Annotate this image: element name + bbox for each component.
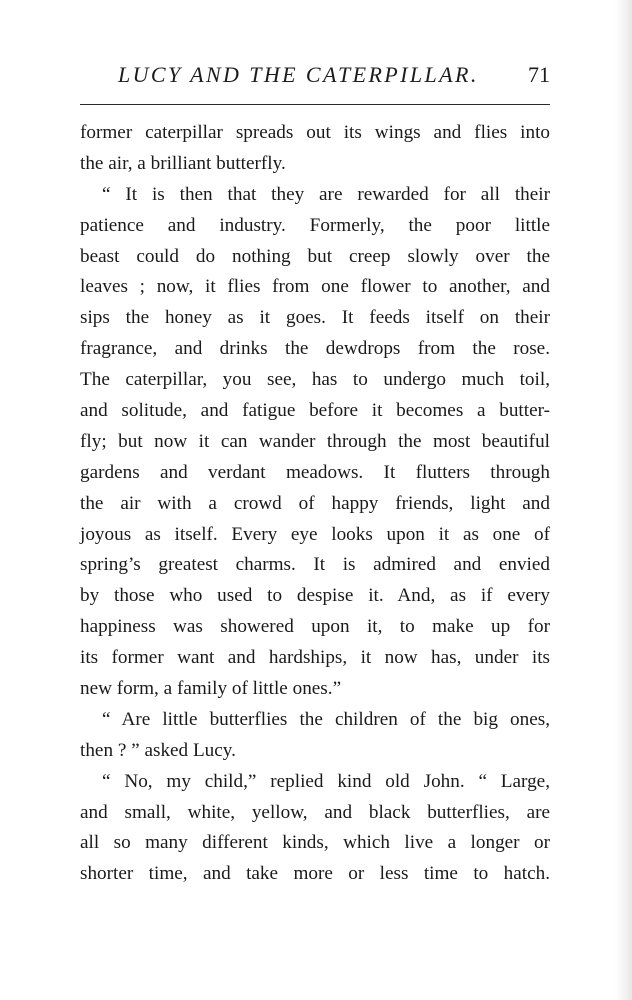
text-line: patience and industry. Formerly, the poor little <box>80 214 550 236</box>
text-line: “ It is then that they are rewarded for all their <box>102 183 550 205</box>
text-line: new form, a family of little ones.” <box>80 678 342 700</box>
text-line: happiness was showered upon it, to make up for <box>80 616 550 638</box>
text-line: all so many different kinds, which live a longer or <box>80 832 550 854</box>
running-title: LUCY AND THE CATERPILLAR. <box>118 62 479 87</box>
page-header <box>80 60 550 100</box>
text-line: fly; but now it can wander through the most beautiful <box>80 430 550 452</box>
text-line: and small, white, yellow, and black butterflies, are <box>80 801 550 823</box>
text-line: and solitude, and fatigue before it becomes a butter- <box>80 400 550 422</box>
text-line: its former want and hardships, it now has, under its <box>80 647 550 669</box>
text-line: “ Are little butterflies the children of the big ones, <box>102 708 550 730</box>
text-line: joyous as itself. Every eye looks upon it as one of <box>80 523 550 545</box>
text-line: “ No, my child,” replied kind old John. “ Large, <box>102 770 550 792</box>
text-line: beast could do nothing but creep slowly over the <box>80 245 550 267</box>
text-line: spring’s greatest charms. It is admired and envied <box>80 554 550 576</box>
page-edge-shadow <box>614 0 632 1000</box>
header-rule <box>80 104 550 105</box>
text-line: former caterpillar spreads out its wings and flies into <box>80 122 550 143</box>
page-number: 71 <box>528 62 550 87</box>
text-line: the air with a crowd of happy friends, light and <box>80 492 550 514</box>
body-text <box>80 118 550 890</box>
text-line: the air, a brilliant butterfly. <box>80 152 286 174</box>
text-line: The caterpillar, you see, has to undergo much toil, <box>80 369 550 391</box>
text-line: fragrance, and drinks the dewdrops from the rose. <box>80 338 550 360</box>
text-line: by those who used to despise it. And, as if every <box>80 585 550 607</box>
text-line: sips the honey as it goes. It feeds itself on their <box>80 307 550 329</box>
text-line: gardens and verdant meadows. It flutters through <box>80 461 550 483</box>
text-line: leaves ; now, it flies from one flower to another, and <box>80 276 550 298</box>
text-line: then ? ” asked Lucy. <box>80 739 236 761</box>
text-line: shorter time, and take more or less time to hatch. <box>80 863 550 885</box>
